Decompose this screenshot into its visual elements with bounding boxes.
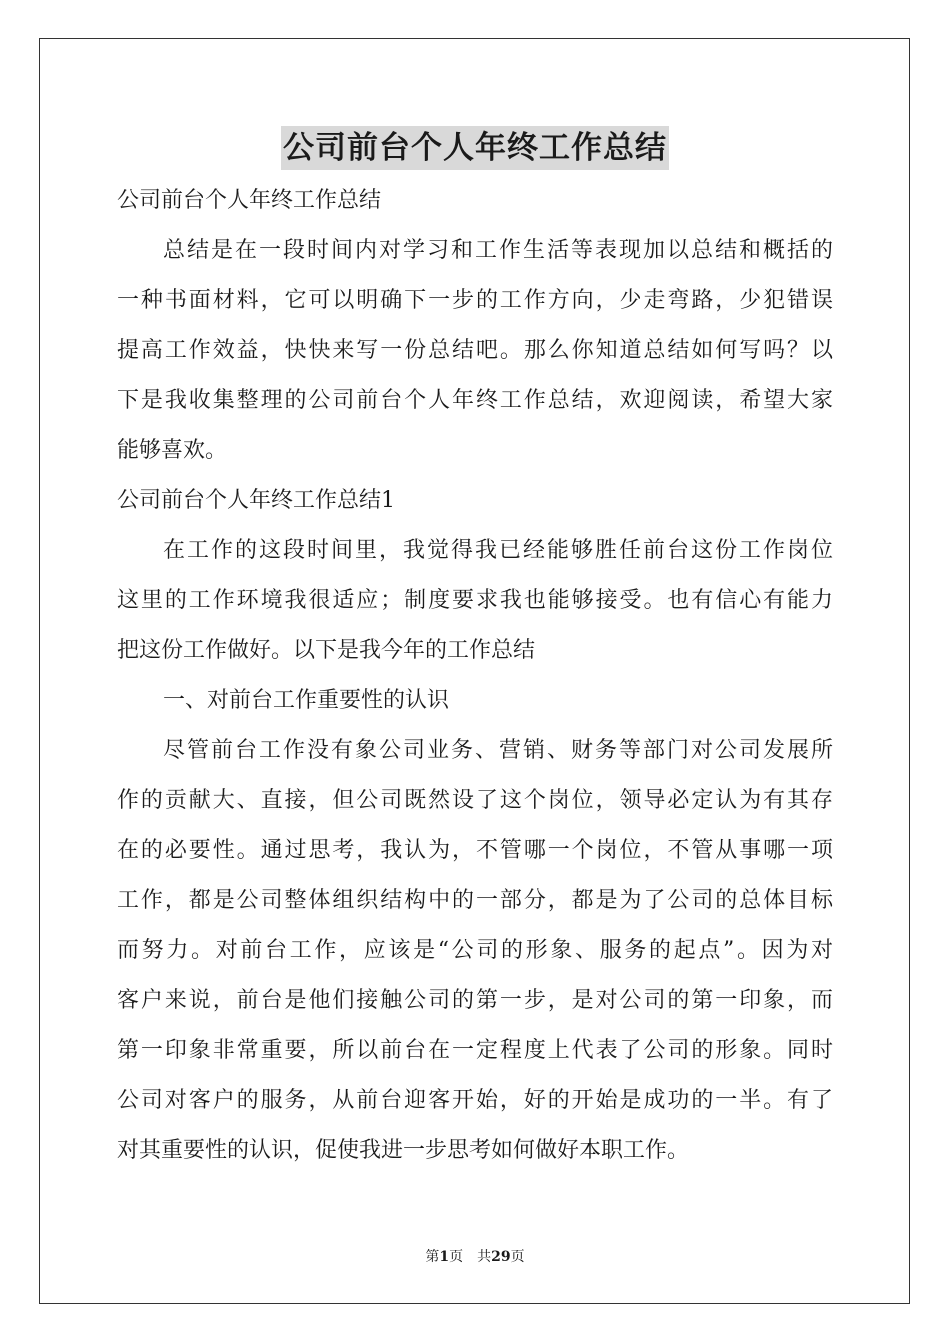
page-prefix: 第 [425,1249,440,1265]
body-line: 公司对客户的服务，从前台迎客开始，好的开始是成功的一半。有了 [117,1088,833,1113]
body-line: 在的必要性。通过思考，我认为，不管哪一个岗位，不管从事哪一项 [117,838,833,863]
body-line: 尽管前台工作没有象公司业务、营销、财务等部门对公司发展所 [163,738,833,763]
page-total: 29 [491,1249,511,1265]
body-line: 而努力。对前台工作，应该是“公司的形象、服务的起点”。因为对 [117,938,833,963]
page-mid: 页 共 [449,1249,492,1265]
body-line: 能够喜欢。 [117,438,228,463]
body-line: 第一印象非常重要，所以前台在一定程度上代表了公司的形象。同时 [117,1038,833,1063]
page-current: 1 [439,1249,450,1265]
document-title: 公司前台个人年终工作总结 [281,126,669,170]
page-suffix: 页 [510,1249,525,1265]
document-body [117,176,833,1176]
body-line: 总结是在一段时间内对学习和工作生活等表现加以总结和概括的 [163,238,833,263]
subsection-heading: 一、对前台工作重要性的认识 [163,688,450,713]
body-line: 提高工作效益，快快来写一份总结吧。那么你知道总结如何写吗？以 [117,338,833,363]
body-line: 一种书面材料，它可以明确下一步的工作方向，少走弯路，少犯错误 [117,288,833,313]
body-line: 这里的工作环境我很适应；制度要求我也能够接受。也有信心有能力 [117,588,833,613]
subtitle-line: 公司前台个人年终工作总结 [117,188,382,213]
body-line: 在工作的这段时间里，我觉得我已经能够胜任前台这份工作岗位 [163,538,833,563]
body-line: 下是我收集整理的公司前台个人年终工作总结，欢迎阅读，希望大家 [117,388,833,413]
section-heading: 公司前台个人年终工作总结1 [117,488,395,513]
body-line: 对其重要性的认识，促使我进一步思考如何做好本职工作。 [117,1138,690,1163]
page-footer [0,1247,950,1267]
body-line: 作的贡献大、直接，但公司既然设了这个岗位，领导必定认为有其存 [117,788,833,813]
body-line: 把这份工作做好。以下是我今年的工作总结 [117,638,536,663]
body-line: 工作，都是公司整体组织结构中的一部分，都是为了公司的总体目标 [117,888,833,913]
title-wrap [0,126,950,170]
body-line: 客户来说，前台是他们接触公司的第一步，是对公司的第一印象，而 [117,988,833,1013]
